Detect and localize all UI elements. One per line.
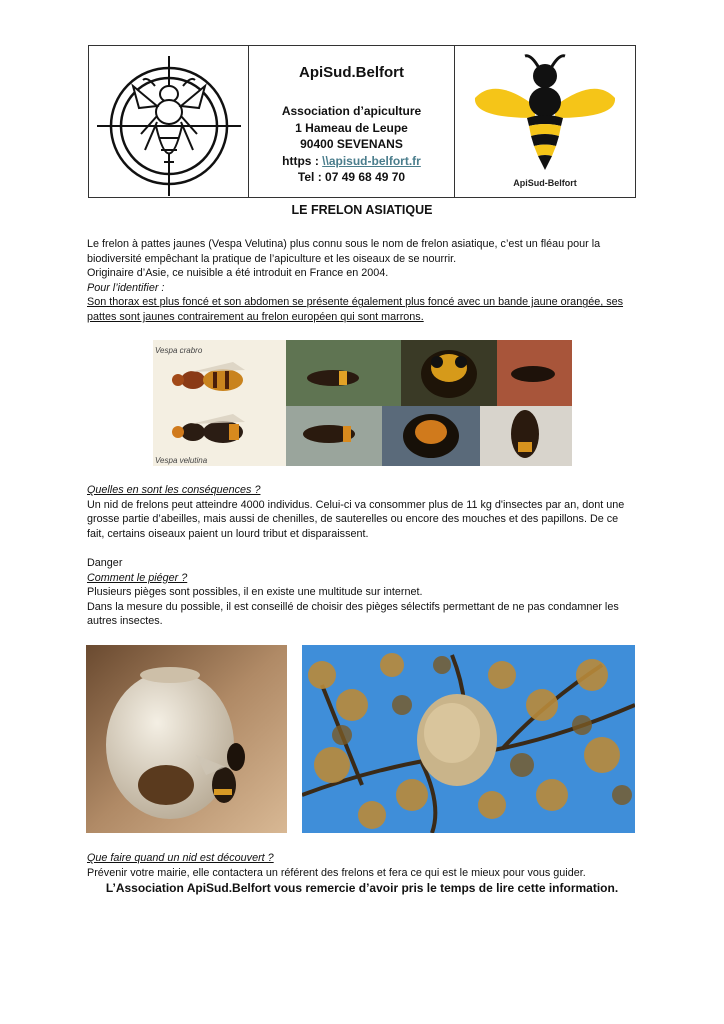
- closing-thanks: L’Association ApiSud.Belfort vous remercie d’avoir pris le temps de lire cette information.: [105, 881, 619, 895]
- nest-found-text: Prévenir votre mairie, elle contactera un référent des frelons et fera ce qui est le mieux pour vous guider.: [87, 866, 586, 879]
- bee-logo-caption: ApiSud-Belfort: [513, 178, 577, 188]
- logo-cell-left: [89, 46, 249, 197]
- identify-text: Son thorax est plus foncé et son abdomen se présente également plus foncé avec un bande jaune orangée, ses pattes sont jaunes contrairement au frelon européen qui sont marrons.: [87, 296, 624, 323]
- website-link[interactable]: \\apisud-belfort.fr: [322, 153, 421, 168]
- letterhead-table: [88, 45, 636, 198]
- tree-nest-graphic: [302, 645, 635, 833]
- intro-paragraph: Le frelon à pattes jaunes (Vespa Velutina) plus connu sous le nom de frelon asiatique, c’est un fléau pour la biodiversité empêchant la pratique de l’apiculture et les oiseaux de se nourrir.: [87, 238, 601, 265]
- trap-section: [87, 556, 635, 629]
- nest-found-section: [87, 851, 635, 880]
- consequences-text: Un nid de frelons peut atteindre 4000 individus. Celui-ci va consommer plus de 11 kg d'insectes par an, dont une grosse partie d’abeilles, mais aussi de chenilles, de sauterelles ou encore des mouches et des papillons. De ce fait, certains oiseaux paient un lourd tribut et disparaissent.: [87, 498, 625, 540]
- org-name: ApiSud.Belfort: [299, 64, 404, 81]
- identify-heading: Pour l’identifier :: [87, 281, 165, 294]
- phone-number: Tel : 07 49 68 49 70: [297, 170, 406, 184]
- address-line-1: 1 Hameau de Leupe: [295, 120, 408, 135]
- small-nest-photo: [86, 645, 287, 833]
- hornet-comparison-collage: [153, 340, 572, 466]
- trap-paragraph-1: Plusieurs pièges sont possibles, il en existe une multitude sur internet.: [87, 586, 423, 599]
- bee-logo: [455, 46, 635, 199]
- address-line-2: 90400 SEVENANS: [300, 137, 403, 151]
- consequences-section: [87, 483, 635, 541]
- label-vespa-crabro: Vespa crabro: [155, 346, 203, 355]
- hornet-target-logo: [89, 46, 249, 199]
- website-prefix: https :: [282, 153, 323, 168]
- trap-paragraph-2: Dans la mesure du possible, il est conseillé de choisir des pièges sélectifs permettant de ne pas condamner les autres insectes.: [87, 600, 619, 628]
- intro-section: [87, 237, 635, 325]
- label-vespa-velutina: Vespa velutina: [155, 456, 208, 465]
- association-info-cell: [249, 46, 455, 197]
- danger-label: Danger: [87, 557, 123, 569]
- collage-graphic: [153, 340, 572, 466]
- consequences-heading: Quelles en sont les conséquences ?: [87, 484, 261, 496]
- page-title: LE FRELON ASIATIQUE: [291, 203, 433, 217]
- origin-paragraph: Originaire d’Asie, ce nuisible a été introduit en France en 2004.: [87, 267, 389, 280]
- small-nest-graphic: [86, 645, 287, 833]
- nest-found-heading: Que faire quand un nid est découvert ?: [87, 852, 274, 864]
- tree-nest-photo: [302, 645, 635, 833]
- website-line: [249, 153, 454, 170]
- trap-heading: Comment le piéger ?: [87, 571, 188, 584]
- association-type: Association d’apiculture: [281, 104, 422, 118]
- logo-cell-right: [455, 46, 635, 197]
